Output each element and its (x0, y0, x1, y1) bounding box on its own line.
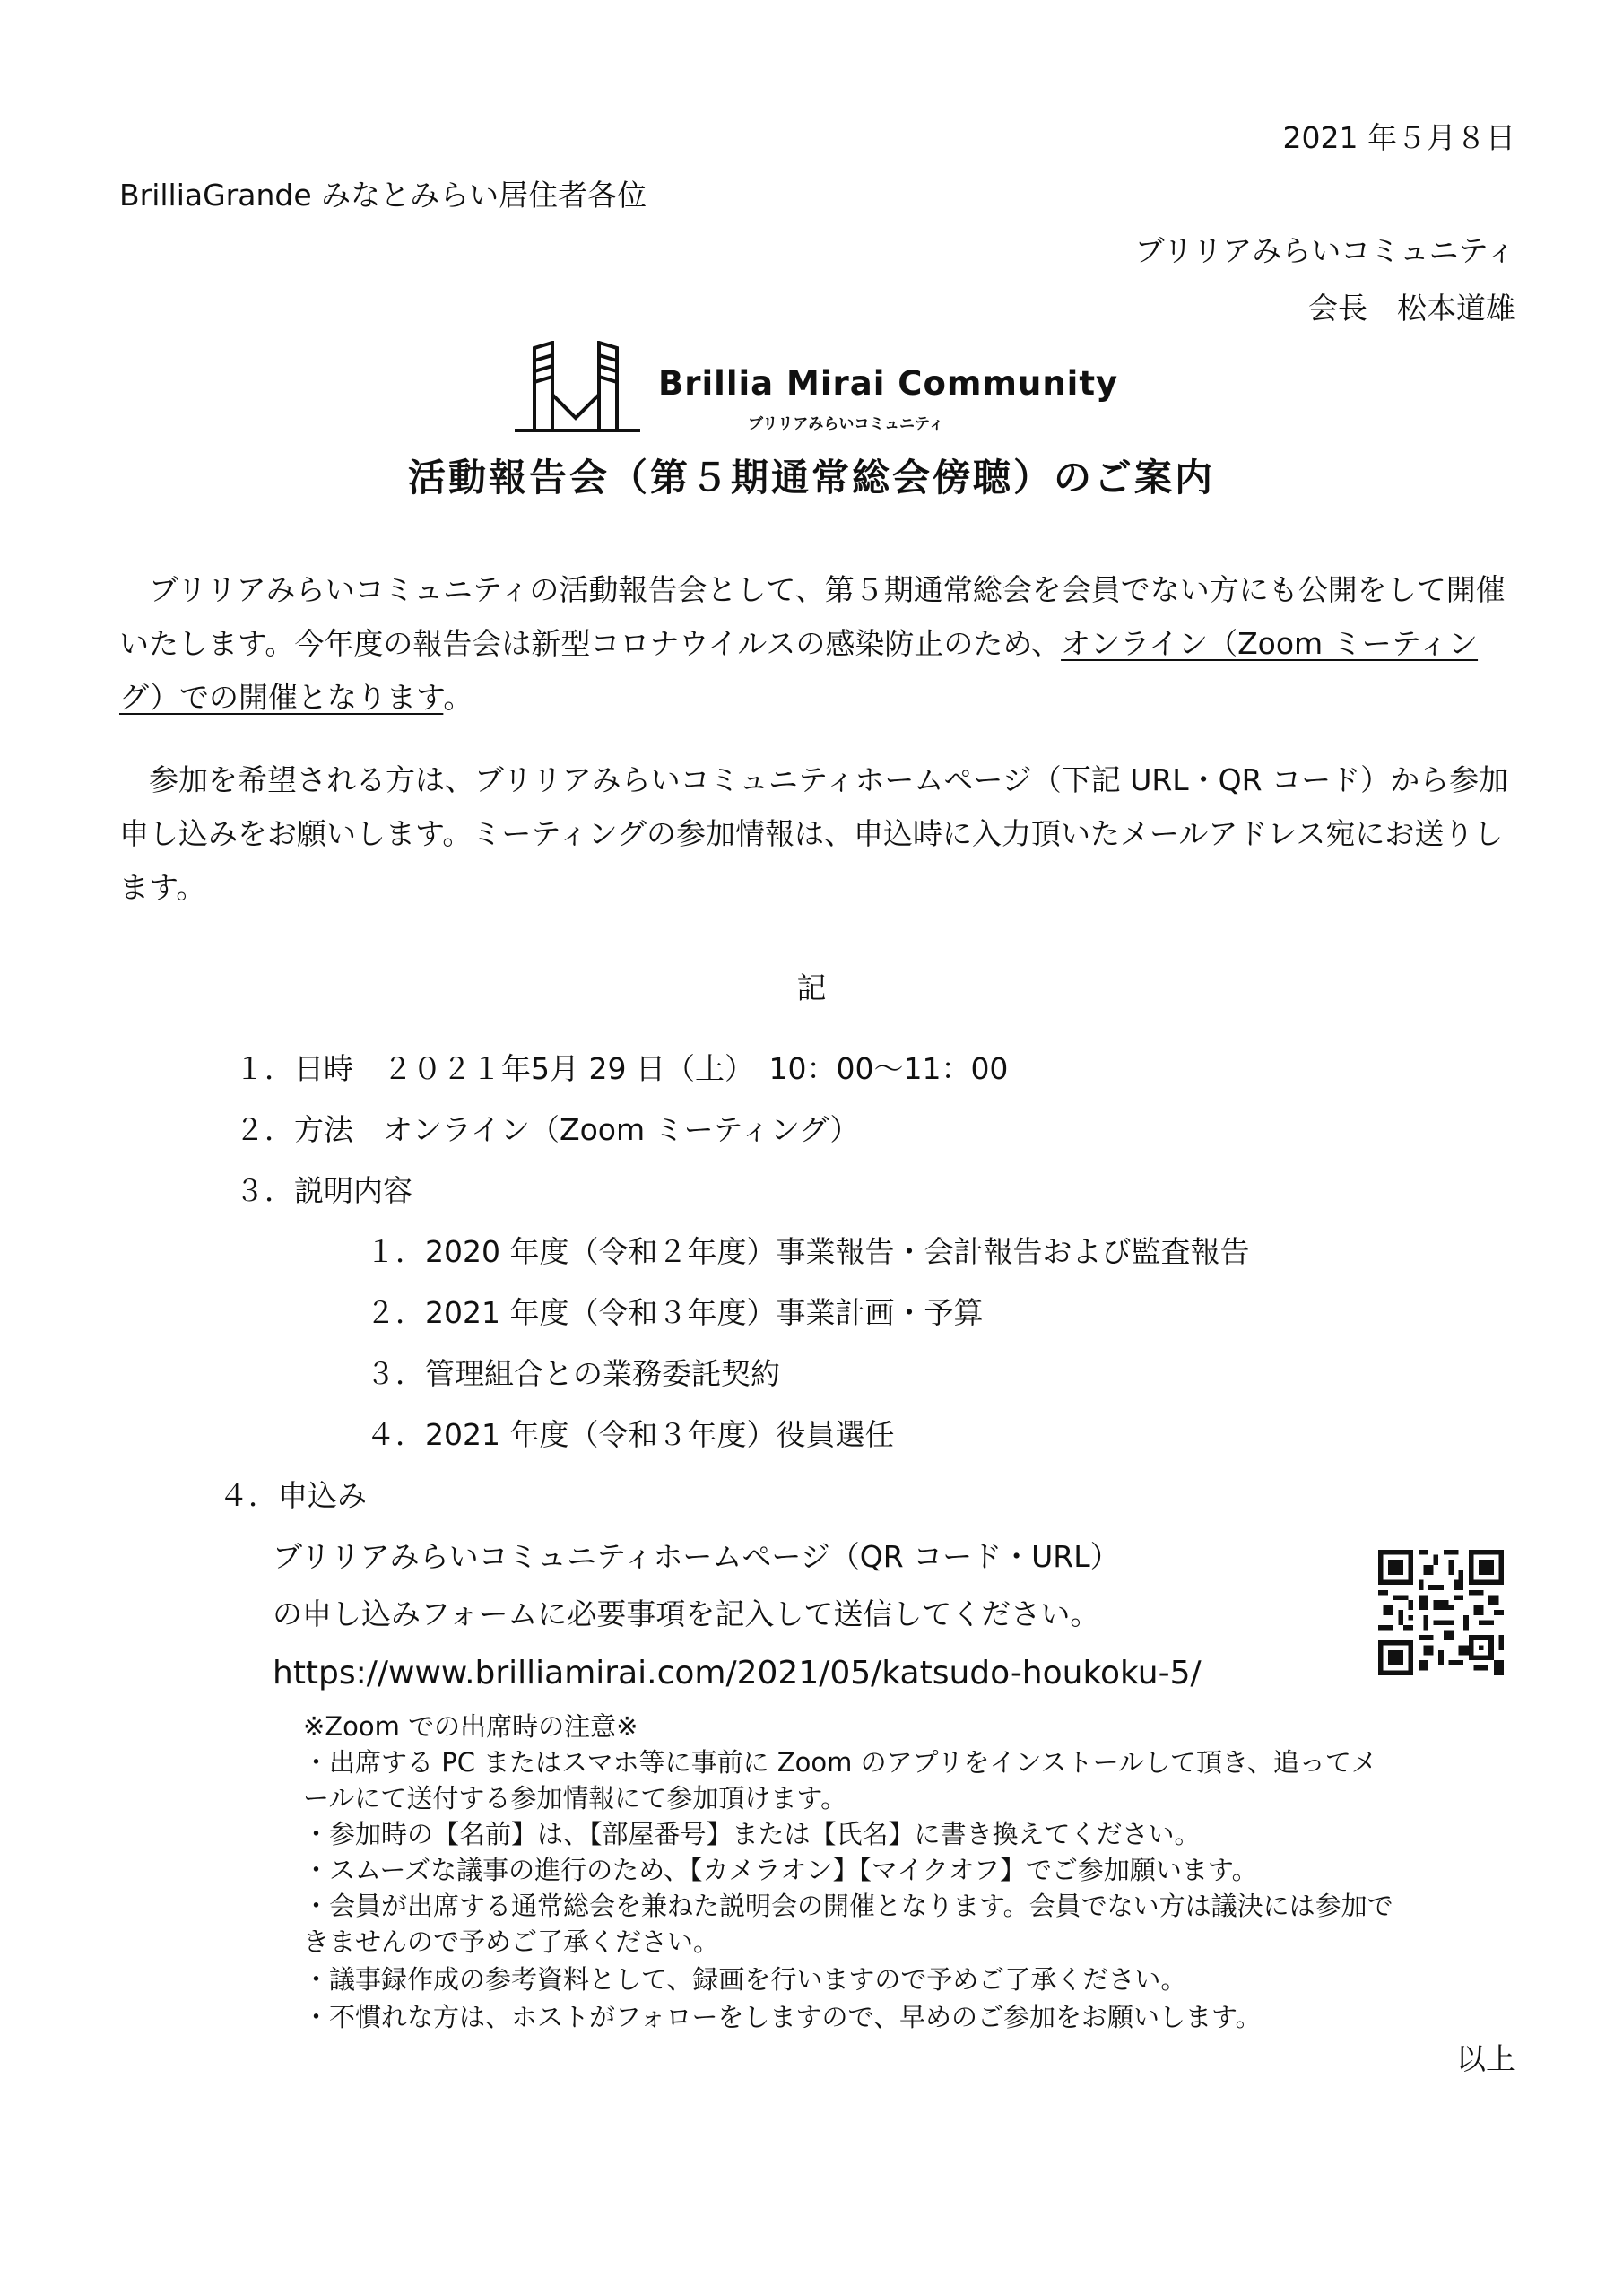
logo-title: Brillia Mirai Community (658, 364, 1119, 403)
apply-url-link[interactable]: https://www.brilliamirai.com/2021/05/katsudo-houkoku-5/ (273, 1655, 1202, 1692)
qr-code[interactable] (1378, 1550, 1504, 1675)
recipient-line: BrilliaGrande みなとみらい居住者各位 (119, 178, 647, 213)
intro-paragraph-2: 参加を希望される方は、ブリリアみらいコミュニティホームページ（下記 URL・QR コード）から参加申し込みをお願いします。ミーティングの参加情報は、申込時に入力頂いたメールアドレス宛にお送りします。 (119, 762, 1509, 905)
note-4b: きませんので予めご了承ください。 (303, 1926, 720, 1957)
president-name: 会長 松本道雄 (1308, 291, 1515, 326)
community-logo (508, 341, 1135, 439)
page-title: 活動報告会（第５期通常総会傍聴）のご案内 (407, 456, 1215, 500)
closing-mark: 以上 (1456, 2041, 1515, 2076)
note-6: ・不慣れな方は、ホストがフォローをしますので、早めのご参加をお願いします。 (303, 2002, 1262, 2032)
content-item-4: ４．2021 年度（令和３年度）役員選任 (366, 1417, 895, 1452)
note-3: ・スムーズな議事の進行のため、【カメラオン】【マイクオフ】でご参加願います。 (303, 1855, 1258, 1885)
logo-subtitle: ブリリアみらいコミュニティ (748, 415, 944, 433)
qr-code-icon (1378, 1550, 1504, 1675)
item-content-heading: ３．説明内容 (235, 1173, 412, 1208)
content-item-1: １．2020 年度（令和２年度）事業報告・会計報告および監査報告 (366, 1234, 1250, 1269)
item-datetime: １．日時 ２０２１年5月 29 日（土） 10：00～11：00 (235, 1051, 1009, 1086)
note-2: ・参加時の【名前】は、【部屋番号】または【氏名】に書き換えてください。 (303, 1819, 1201, 1849)
intro-end: 。 (443, 680, 473, 715)
item-method: ２．方法 オンライン（Zoom ミーティング） (235, 1112, 860, 1147)
organization-name: ブリリアみらいコミュニティ (1134, 233, 1515, 268)
note-1a: ・出席する PC またはスマホ等に事前に Zoom のアプリをインストールして頂き、追ってメ (303, 1747, 1377, 1778)
note-5: ・議事録作成の参考資料として、録画を行いますので予めご了承ください。 (303, 1964, 1187, 1995)
intro-lead: ブリリアみらいコミュニティの活動報告会として、第５期通常総会を会員でない方にも公開をして開催いたします。今年度の報告会は新型コロナウイルスの感染防止のため、 (119, 572, 1506, 661)
apply-line-1: ブリリアみらいコミュニティホームページ（QR コード・URL） (273, 1539, 1120, 1574)
apply-line-2: の申し込みフォームに必要事項を記入して送信してください。 (273, 1596, 1100, 1631)
document-date: 2021 年５月８日 (1282, 120, 1515, 155)
note-4a: ・会員が出席する通常総会を兼ねた説明会の開催となります。会員でない方は議決には参加で (303, 1891, 1393, 1921)
note-1b: ールにて送付する参加情報にて参加頂けます。 (303, 1783, 847, 1813)
content-item-2: ２．2021 年度（令和３年度）事業計画・予算 (366, 1295, 984, 1330)
notes-heading: ※Zoom での出席時の注意※ (303, 1711, 638, 1742)
intro-underlined: オンライン（Zoom ミーティング）での開催となります (119, 626, 1479, 715)
intro-paragraph-1 (119, 563, 1509, 725)
content-item-3: ３．管理組合との業務委託契約 (366, 1356, 780, 1391)
item-apply-heading: ４．申込み (219, 1478, 367, 1513)
ki-mark: 記 (796, 970, 827, 1005)
